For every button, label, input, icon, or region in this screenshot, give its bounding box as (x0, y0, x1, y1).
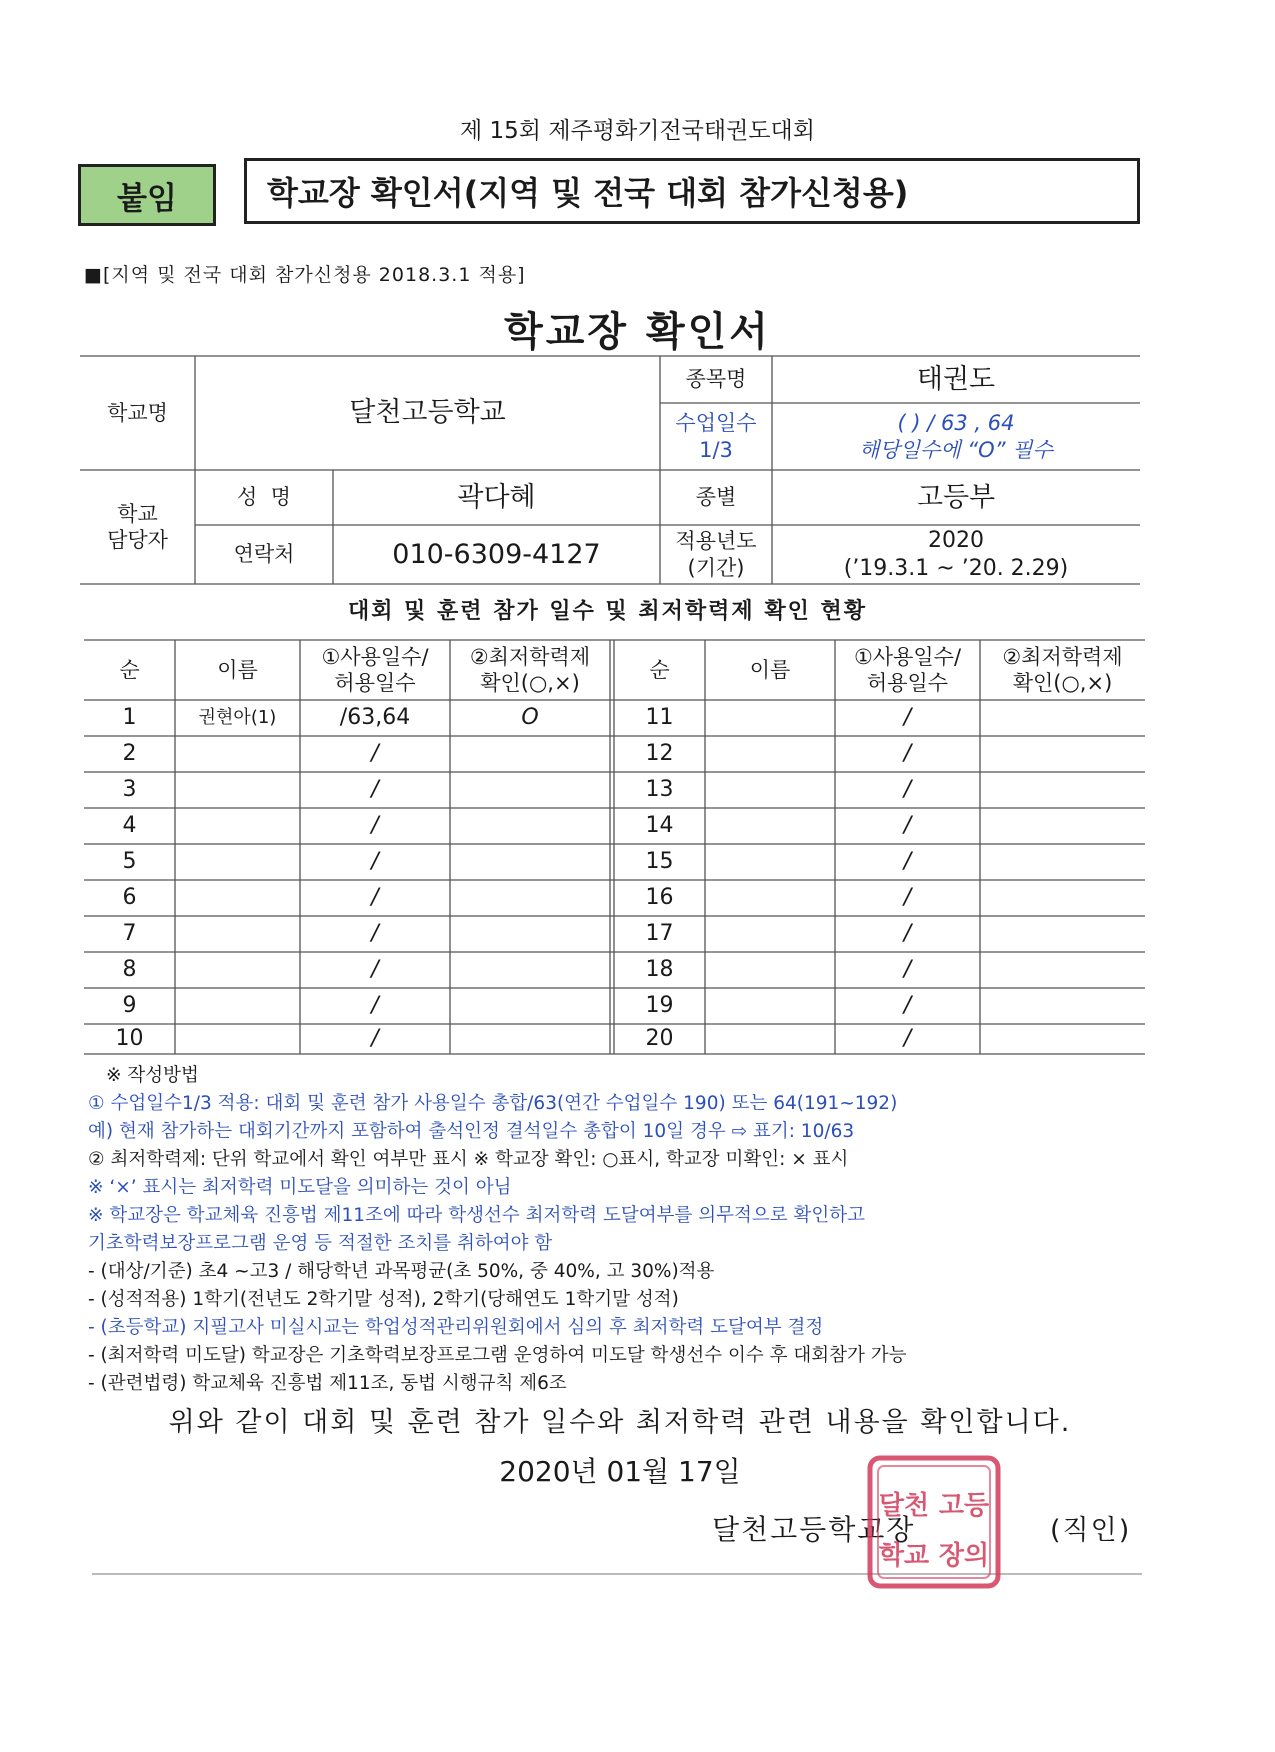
row-12-name (705, 736, 835, 772)
contact-label: 연락처 (233, 542, 295, 567)
row-7-no: 7 (122, 921, 137, 947)
row-12-check (980, 736, 1145, 772)
row-6-days: / (371, 885, 379, 911)
row-20-no: 20 (645, 1026, 674, 1052)
header-no-right: 순 (649, 657, 670, 682)
school-name-label: 학교명 (107, 400, 168, 425)
event-label: 종목명 (685, 367, 747, 392)
row-9-no: 9 (122, 993, 137, 1019)
writing-guide (88, 1062, 1178, 1398)
header-days-left (300, 640, 450, 700)
row-2-name (175, 736, 300, 772)
row-5-days: / (371, 849, 379, 875)
name-label: 성 명 (237, 485, 291, 510)
stamp-text-2: 고등 (938, 1491, 990, 1521)
row-3-check (450, 772, 610, 808)
row-19-no: 19 (645, 993, 674, 1019)
header-check-line2: 확인(○,×) (1012, 671, 1113, 695)
row-7-days: / (371, 921, 379, 947)
row-17-days: / (903, 921, 912, 947)
event-title: 제 15회 제주평화기전국태권도대회 (460, 118, 815, 144)
stamp-text-3: 학교 (878, 1541, 930, 1571)
class-days-label-line1: 수업일수 (675, 411, 757, 436)
stamp-text-1: 달천 (878, 1491, 930, 1521)
row-1-check: O (521, 705, 539, 731)
row-3-no: 3 (122, 777, 137, 803)
row-15-no: 15 (645, 849, 674, 875)
row-13-check (980, 772, 1145, 808)
division-label: 종별 (695, 485, 737, 510)
apply-note: ■[지역 및 전국 대회 참가신청용 2018.3.1 적용] (84, 264, 526, 286)
guide-line: - (최저학력 미도달) 학교장은 기초학력보장프로그램 운영하여 미도달 학생선수 이수 후 대회참가 가능 (88, 1345, 907, 1366)
header-check-right (980, 640, 1145, 700)
row-16-check (980, 880, 1145, 916)
row-9-name (175, 988, 300, 1024)
row-11-no: 11 (645, 705, 674, 731)
year-value-line1: 2020 (928, 528, 984, 553)
row-19-check (980, 988, 1145, 1024)
event-value: 태권도 (916, 363, 996, 395)
header-days-line1: ①사용일수/ (321, 644, 429, 669)
row-17-no: 17 (645, 921, 674, 947)
row-18-no: 18 (645, 957, 674, 983)
main-title: 학교장 확인서 (504, 309, 771, 355)
row-8-no: 8 (122, 957, 137, 983)
row-5-no: 5 (122, 849, 137, 875)
row-14-no: 14 (645, 813, 674, 839)
guide-line: ① 수업일수1/3 적용: 대회 및 훈련 참가 사용일수 총합/63(연간 수업일수 190) 또는 64(191~192) (88, 1093, 898, 1114)
row-19-name (705, 988, 835, 1024)
year-value (772, 525, 1140, 584)
row-14-name (705, 808, 835, 844)
guide-line: 기초학력보장프로그램 운영 등 적절한 조치를 취하여야 함 (88, 1233, 553, 1254)
row-4-check (450, 808, 610, 844)
row-11-days: / (903, 705, 912, 731)
writing-guide-heading: ※ 작성방법 (106, 1065, 199, 1086)
row-1-no: 1 (122, 705, 137, 731)
name-value: 곽다혜 (457, 481, 536, 513)
header-check-line2: 확인(○,×) (480, 671, 580, 695)
guide-line: ② 최저학력제: 단위 학교에서 확인 여부만 표시 ※ 학교장 확인: ○표시, 학교장 미확인: × 표시 (88, 1149, 849, 1170)
row-16-no: 16 (645, 885, 674, 911)
row-1-name: 권현아(1) (198, 706, 277, 728)
row-10-name (175, 1024, 300, 1054)
row-9-days: / (371, 993, 379, 1019)
row-4-name (175, 808, 300, 844)
row-20-check (980, 1024, 1145, 1054)
row-2-check (450, 736, 610, 772)
row-15-check (980, 844, 1145, 880)
signing-date: 2020년 01월 17일 (499, 1455, 741, 1488)
class-days-value-line2: 해당일수에 “O” 필수 (859, 437, 1053, 462)
row-4-days: / (371, 813, 379, 839)
row-20-name (705, 1024, 835, 1054)
header-name-right: 이름 (749, 657, 791, 682)
row-13-no: 13 (645, 777, 674, 803)
row-16-name (705, 880, 835, 916)
row-17-name (705, 916, 835, 952)
row-12-no: 12 (645, 741, 674, 767)
class-days-label-line2: 1/3 (699, 437, 733, 462)
row-15-name (705, 844, 835, 880)
header-check-line1: ②최저학력제 (1002, 644, 1123, 669)
header-days-right (835, 640, 980, 700)
guide-line: ※ ‘×’ 표시는 최저학력 미도달을 의미하는 것이 아님 (88, 1177, 512, 1198)
row-3-days: / (371, 777, 379, 803)
row-11-name (705, 700, 835, 736)
class-days-value (772, 403, 1140, 470)
guide-line: ※ 학교장은 학교체육 진흥법 제11조에 따라 학생선수 최저학력 도달여부를 의무적으로 확인하고 (88, 1205, 865, 1226)
row-3-name (175, 772, 300, 808)
row-11-check (980, 700, 1145, 736)
manager-label-line1: 학교 (117, 501, 158, 526)
row-20-days: / (903, 1026, 912, 1052)
stamp-text-4: 장의 (938, 1541, 990, 1571)
header-name-left: 이름 (217, 657, 258, 682)
division-value: 고등부 (916, 481, 996, 513)
header-days-line2: 허용일수 (866, 671, 949, 695)
header-days-line2: 허용일수 (334, 671, 416, 695)
class-days-value-line1: ( ) / 63 , 64 (897, 411, 1015, 436)
confirmation-text: 위와 같이 대회 및 훈련 참가 일수와 최저학력 관련 내용을 확인합니다. (168, 1407, 1072, 1438)
row-5-check (450, 844, 610, 880)
row-16-days: / (903, 885, 912, 911)
row-8-name (175, 952, 300, 988)
school-seal-stamp (864, 1452, 1004, 1592)
header-check-line1: ②최저학력제 (469, 644, 591, 669)
row-10-check (450, 1024, 610, 1054)
guide-line: - (관련법령) 학교체육 진흥법 제11조, 동법 시행규칙 제6조 (88, 1373, 567, 1394)
row-5-name (175, 844, 300, 880)
guide-line: - (대상/기준) 초4 ~고3 / 해당학년 과목평균(초 50%, 중 40%, 고 30%)적용 (88, 1261, 715, 1282)
year-label-line2: (기간) (687, 555, 745, 580)
row-10-no: 10 (115, 1026, 144, 1052)
row-7-name (175, 916, 300, 952)
row-17-check (980, 916, 1145, 952)
guide-line: - (성적적용) 1학기(전년도 2학기말 성적), 2학기(당해연도 1학기말 성적) (88, 1289, 679, 1310)
year-value-line2: (’19.3.1 ~ ’20. 2.29) (843, 555, 1069, 581)
attachment-badge: 붙임 (78, 164, 216, 226)
header-no-left: 순 (119, 657, 140, 682)
participation-title: 대회 및 훈련 참가 일수 및 최저학력제 확인 현황 (347, 599, 868, 624)
seal-mark: (직인) (1050, 1515, 1132, 1546)
row-8-days: / (371, 957, 379, 983)
year-label-line1: 적용년도 (675, 529, 757, 554)
row-18-check (980, 952, 1145, 988)
row-13-days: / (903, 777, 912, 803)
header-check-left (450, 640, 610, 700)
manager-label (80, 470, 195, 584)
row-13-name (705, 772, 835, 808)
row-9-check (450, 988, 610, 1024)
row-8-check (450, 952, 610, 988)
contact-value: 010-6309-4127 (392, 538, 601, 570)
row-6-name (175, 880, 300, 916)
row-15-days: / (903, 849, 912, 875)
row-2-days: / (371, 741, 379, 767)
row-6-no: 6 (122, 885, 137, 911)
row-1-days: /63,64 (339, 705, 411, 731)
manager-label-line2: 담당자 (107, 528, 168, 552)
row-14-check (980, 808, 1145, 844)
class-days-label (660, 403, 772, 470)
document-title: 학교장 확인서(지역 및 전국 대회 참가신청용) (244, 158, 1140, 224)
school-name-value: 달천고등학교 (349, 397, 506, 429)
row-19-days: / (903, 993, 912, 1019)
year-label (660, 525, 772, 584)
row-2-no: 2 (122, 741, 137, 767)
row-18-days: / (903, 957, 912, 983)
guide-line: - (초등학교) 지필고사 미실시교는 학업성적관리위원회에서 심의 후 최저학력 도달여부 결정 (88, 1317, 824, 1338)
row-4-no: 4 (122, 813, 137, 839)
row-12-days: / (903, 741, 912, 767)
guide-line: 예) 현재 참가하는 대회기간까지 포함하여 출석인정 결석일수 총합이 10일 경우 ⇨ 표기: 10/63 (88, 1121, 855, 1142)
header-days-line1: ①사용일수/ (853, 644, 962, 669)
principal-name: 달천고등학교장 (712, 1513, 916, 1546)
row-6-check (450, 880, 610, 916)
row-14-days: / (903, 813, 912, 839)
row-7-check (450, 916, 610, 952)
row-10-days: / (371, 1026, 379, 1052)
row-18-name (705, 952, 835, 988)
